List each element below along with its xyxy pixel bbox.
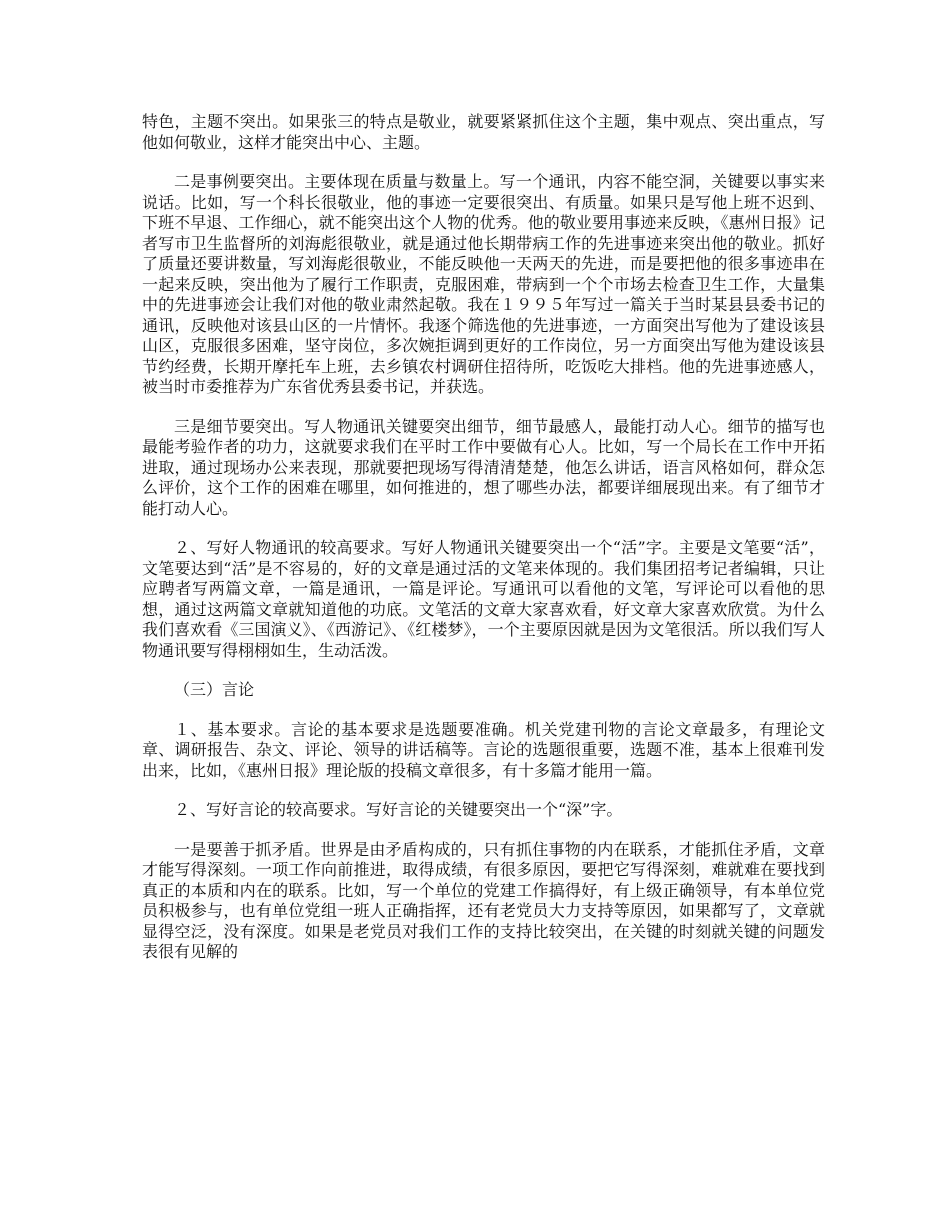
document-body (142, 112, 825, 982)
paragraph-theme-continuation: 特色，主题不突出。如果张三的特点是敬业，就要紧紧抓住这个主题，集中观点、突出重点，写他如何敬业，这样才能突出中心、主题。 (142, 112, 825, 152)
paragraph-examples: 二是事例要突出。主要体现在质量与数量上。写一个通讯，内容不能空洞，关键要以事实来说话。比如，写一个科长很敬业，他的事迹一定要很突出、有质量。如果只是写他上班不迟到、下班不早退、工作细心，就不能突出这个人物的优秀。他的敬业要用事迹来反映，《惠州日报》记者写市卫生监督所的刘海彪很敬业，就是通过他长期带病工作的先进事迹来突出他的敬业。抓好了质量还要讲数量，写刘海彪很敬业，不能反映他一天两天的先进，而是要把他的很多事迹串在一起来反映，突出他为了履行工作职责，克服困难，带病到一个个市场去检查卫生工作，大量集中的先进事迹会让我们对他的敬业肃然起敬。我在１９９５年写过一篇关于当时某县县委书记的通讯，反映他对该县山区的一片情怀。我逐个筛选他的先进事迹，一方面突出写他为了建设该县山区，克服很多困难，坚守岗位，多次婉拒调到更好的工作岗位，另一方面突出写他为建设该县节约经费，长期开摩托车上班，去乡镇农村调研住招待所，吃饭吃大排档。他的先进事迹感人，被当时市委推荐为广东省优秀县委书记，并获选。 (142, 172, 825, 396)
paragraph-basic-requirement: １、基本要求。言论的基本要求是选题要准确。机关党建刊物的言论文章最多，有理论文章、调研报告、杂文、评论、领导的讲话稿等。言论的选题很重要，选题不准，基本上很难刊发出来，比如，《惠州日报》理论版的投稿文章很多，有十多篇才能用一篇。 (142, 719, 825, 780)
paragraph-contradictions: 一是要善于抓矛盾。世界是由矛盾构成的，只有抓住事物的内在联系，才能抓住矛盾，文章才能写得深刻。一项工作向前推进，取得成绩，有很多原因，要把它写得深刻，难就难在要找到真正的本质和内在的联系。比如，写一个单位的党建工作搞得好，有上级正确领导，有本单位党员积极参与，也有单位党组一班人正确指挥，还有老党员大力支持等原因，如果都写了，文章就显得空泛，没有深度。如果是老党员对我们工作的支持比较突出，在关键的时刻就关键的问题发表很有见解的 (142, 839, 825, 961)
paragraph-details: 三是细节要突出。写人物通讯关键要突出细节，细节最感人，最能打动人心。细节的描写也最能考验作者的功力，这就要求我们在平时工作中要做有心人。比如，写一个局长在工作中开拓进取，通过现场办公来表现，那就要把现场写得清清楚楚，他怎么讲话，语言风格如何，群众怎么评价，这个工作的困难在哪里，如何推进的，想了哪些办法，都要详细展现出来。有了细节才能打动人心。 (142, 416, 825, 518)
paragraph-higher-requirement-commentary: ２、写好言论的较高要求。写好言论的关键要突出一个“深”字。 (174, 800, 623, 819)
section-heading-commentary: （三）言论 (174, 680, 255, 699)
paragraph-higher-requirement-profile: ２、写好人物通讯的较高要求。写好人物通讯关键要突出一个“活”字。主要是文笔要“活”，文笔要达到“活”是不容易的，好的文章是通过活的文笔来体现的。我们集团招考记者编辑，只让应聘者写两篇文章，一篇是通讯，一篇是评论。写通讯可以看他的文笔，写评论可以看他的思想，通过这两篇文章就知道他的功底。文笔活的文章大家喜欢看，好文章大家喜欢欣赏。为什么我们喜欢看《三国演义》、《西游记》、《红楼梦》，一个主要原因就是因为文笔很活。所以我们写人物通讯要写得栩栩如生，生动活泼。 (142, 538, 825, 660)
